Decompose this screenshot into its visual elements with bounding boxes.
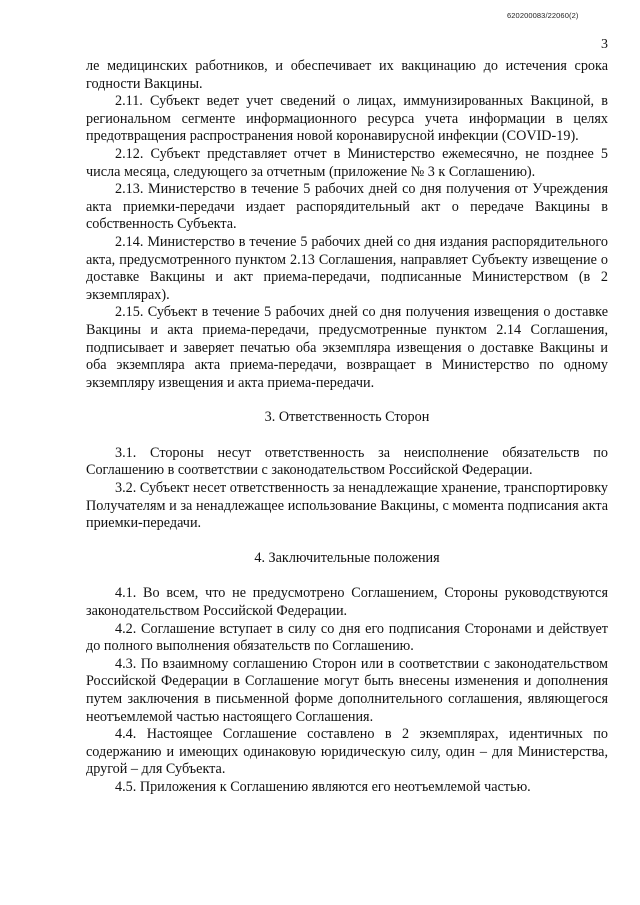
paragraph-3-1: 3.1. Стороны несут ответственность за неисполнение обязательств по Соглашению в соответствии с законодательством Российской Федерации. — [86, 444, 608, 479]
page-number: 3 — [601, 37, 608, 52]
paragraph-4-4: 4.4. Настоящее Соглашение составлено в 2 экземплярах, идентичных по содержанию и имеющих одинаковую юридическую силу, один – для Министерства, другой – для Субъекта. — [86, 726, 608, 778]
paragraph-2-12: 2.12. Субъект представляет отчет в Министерство ежемесячно, не позднее 5 числа месяца, следующего за отчетным (приложение № 3 к Соглашению). — [86, 145, 608, 180]
paragraph-4-2: 4.2. Соглашение вступает в силу со дня его подписания Сторонами и действует до полного выполнения обязательств по Соглашению. — [86, 620, 608, 655]
paragraph-4-3: 4.3. По взаимному соглашению Сторон или в соответствии с законодательством Российской Федерации в Соглашение могут быть внесены изменения и дополнения путем заключения в письменной форме дополнительного соглашения, являющегося неотъемлемой частью настоящего Соглашения. — [86, 655, 608, 725]
document-id: 620200083/22060(2) — [507, 11, 579, 20]
paragraph-4-1: 4.1. Во всем, что не предусмотрено Соглашением, Стороны руководствуются законодательством Российской Федерации. — [86, 585, 608, 620]
paragraph-2-13: 2.13. Министерство в течение 5 рабочих дней со дня получения от Учреждения акта приемки-передачи издает распорядительный акт о передаче Вакцины в собственность Субъекта. — [86, 181, 608, 233]
section-4-title: 4. Заключительные положения — [254, 549, 440, 566]
paragraph-4-5: 4.5. Приложения к Соглашению являются его неотъемлемой частью. — [115, 778, 531, 795]
document-body — [86, 58, 608, 797]
paragraph-2-14: 2.14. Министерство в течение 5 рабочих дней со дня издания распорядительного акта, предусмотренного пунктом 2.13 Соглашения, направляет Субъекту извещение о доставке Вакцины и акт приема-передачи, подписанные Министерством (в 2 экземплярах). — [86, 233, 608, 303]
paragraph-2-15: 2.15. Субъект в течение 5 рабочих дней со дня получения извещения о доставке Вакцины и акта приема-передачи, предусмотренные пунктом 2.14 Соглашения, подписывает и заверяет печатью оба экземпляра извещения о доставке Вакцины и оба экземпляра акта приема-передачи, возвращает в Министерство по одному экземпляру извещения и акта приема-передачи. — [86, 304, 608, 391]
paragraph-2-11: 2.11. Субъект ведет учет сведений о лицах, иммунизированных Вакциной, в региональном сегменте информационного ресурса учета информации в целях предотвращения распространения новой коронавирусной инфекции (COVID-19). — [86, 93, 608, 145]
paragraph-continuation: ле медицинских работников, и обеспечивает их вакцинацию до истечения срока годности Вакцины. — [86, 58, 608, 92]
section-3-title: 3. Ответственность Сторон — [264, 409, 430, 426]
paragraph-3-2: 3.2. Субъект несет ответственность за ненадлежащие хранение, транспортировку Получателям и за ненадлежащее использование Вакцины, с момента подписания акта приемки-передачи. — [86, 480, 608, 532]
